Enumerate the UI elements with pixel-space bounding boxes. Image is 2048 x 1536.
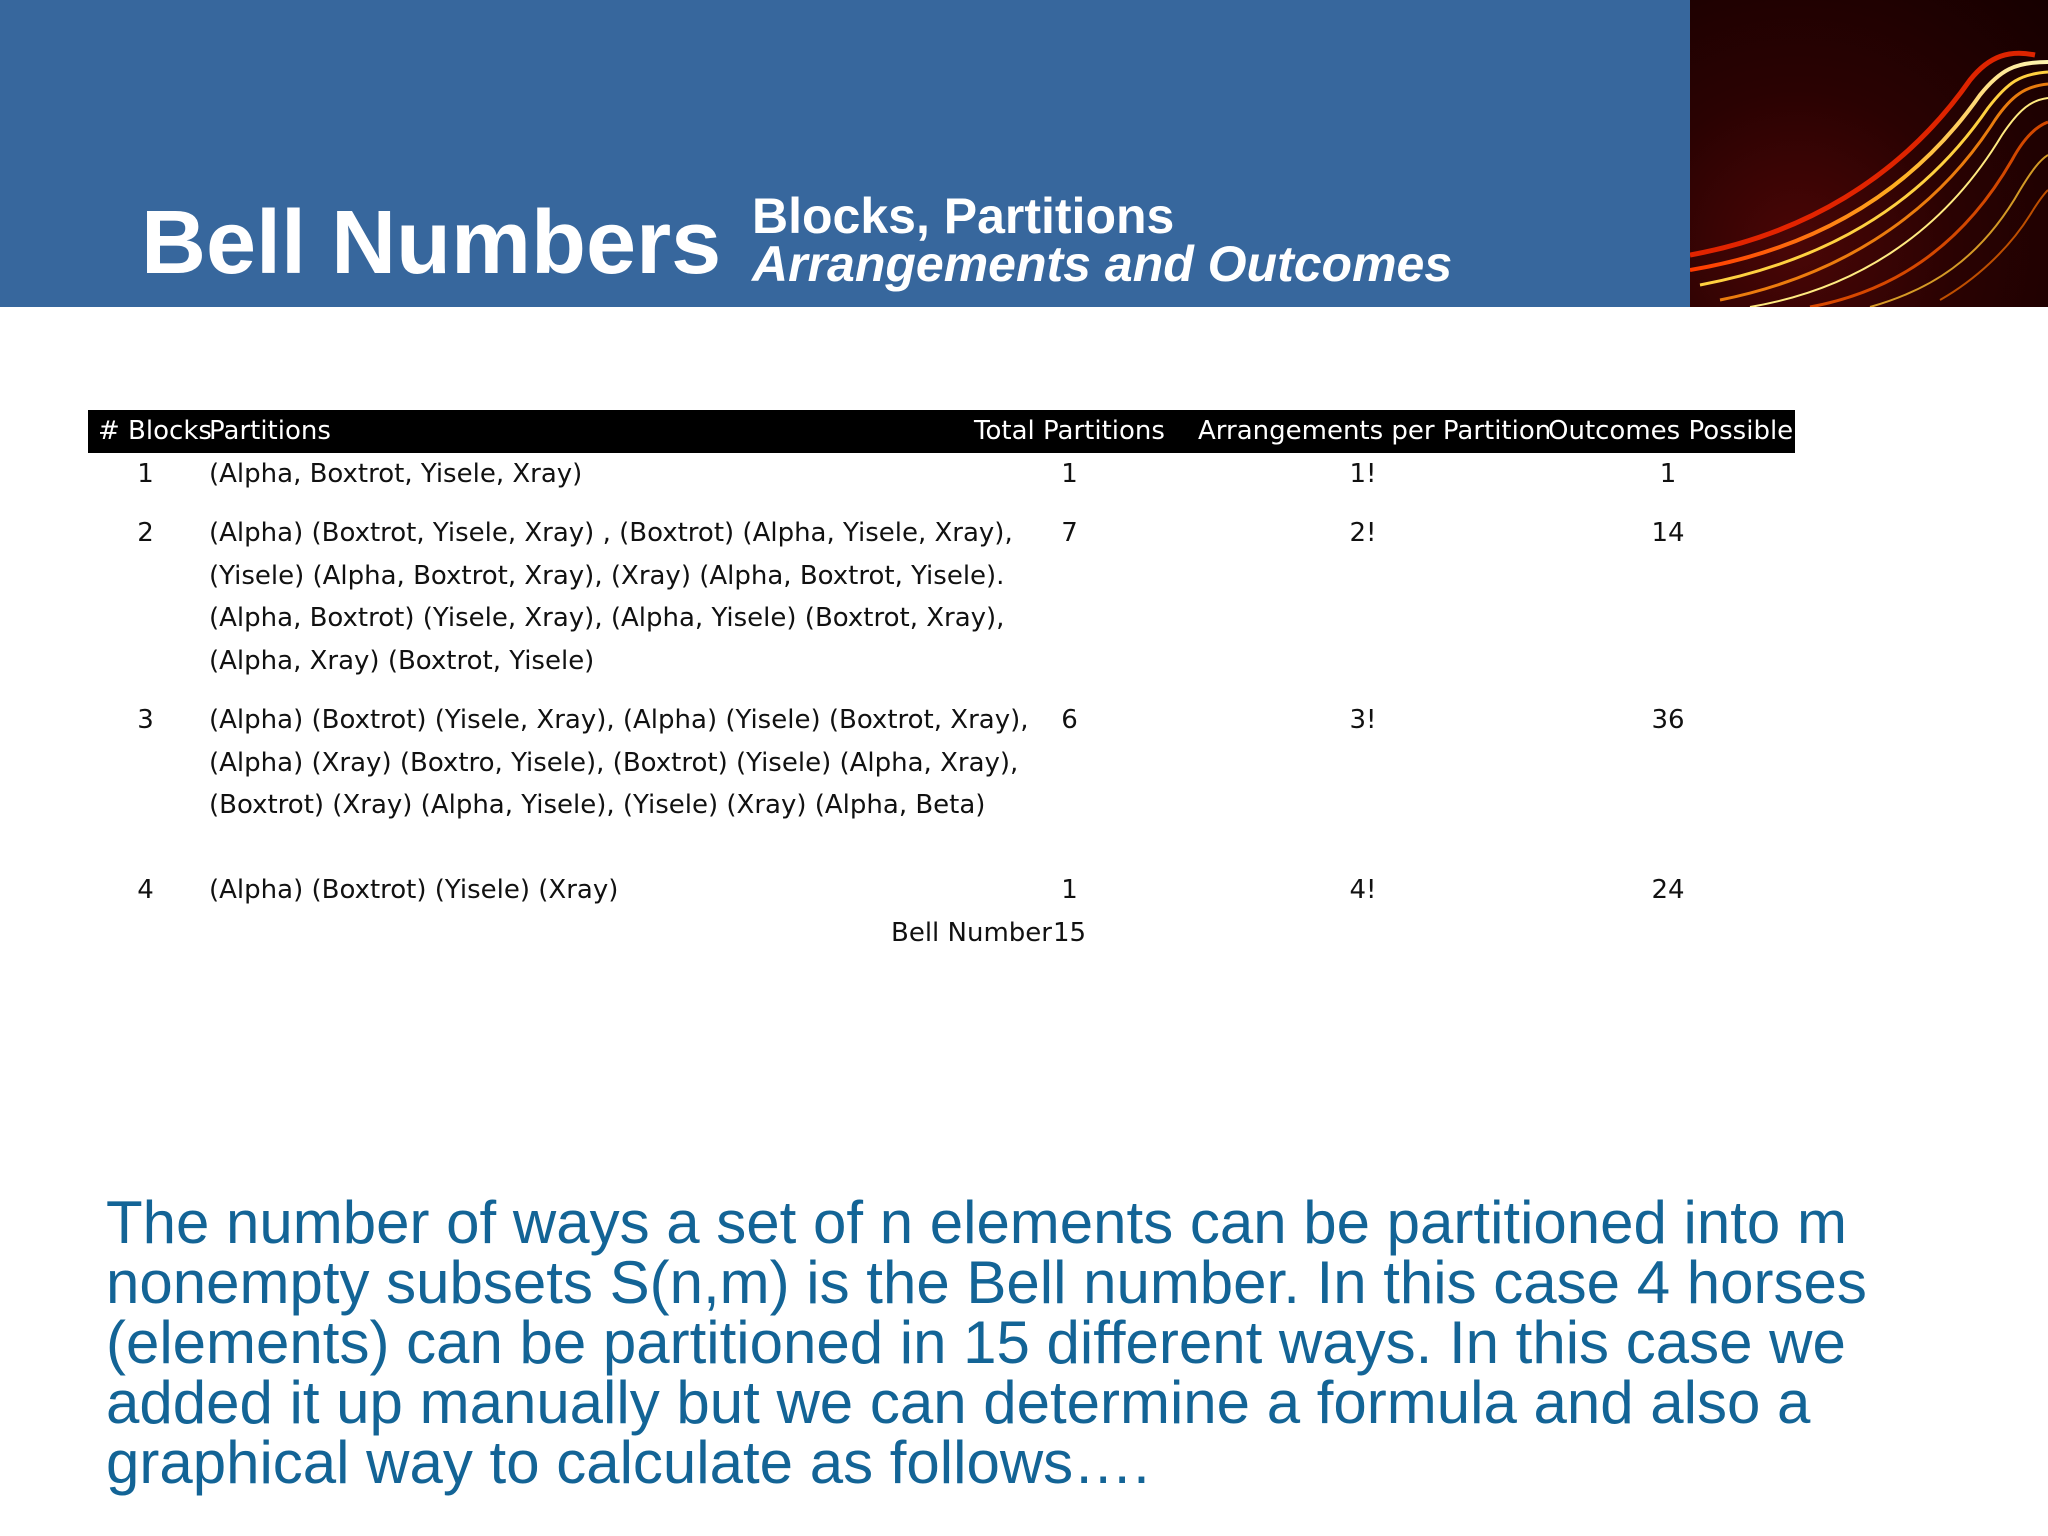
table-row [88,453,1795,512]
partition-line: (Alpha, Xray) (Boxtrot, Yisele) [209,645,595,676]
column-header-arrangements: Arrangements per Partition [1198,416,1552,446]
partition-line: (Alpha) (Boxtrot, Yisele, Xray) , (Boxtrot) (Alpha, Yisele, Xray), [209,518,1013,548]
total-partitions-cell: 1 [1061,875,1078,905]
column-header-blocks: # Blocks [98,416,212,446]
partition-line: (Alpha, Boxtrot) (Yisele, Xray), (Alpha, Yisele) (Boxtrot, Xray), [209,603,1005,633]
partitions-cell [209,512,1013,682]
title-banner [0,0,1690,307]
total-partitions-cell: 1 [1061,459,1078,489]
slide-subtitle-line1: Blocks, Partitions [752,188,1175,244]
column-header-outcomes: Outcomes Possible [1548,416,1794,446]
column-header-total-partitions: Total Partitions [974,416,1165,446]
slide-title: Bell Numbers [141,193,722,293]
arrangements-cell: 1! [1349,459,1377,489]
partition-line: (Alpha) (Boxtrot) (Yisele) (Xray) [209,875,619,905]
partitions-table [88,410,1795,955]
bell-number-row [88,912,1795,955]
blocks-cell: 3 [137,705,154,735]
blocks-cell: 2 [137,518,154,548]
light-trails-graphic [1690,0,2048,307]
light-trails-image [1690,0,2048,307]
partition-line: (Boxtrot) (Xray) (Alpha, Yisele), (Yisele) (Xray) (Alpha, Beta) [209,790,986,820]
partitions-cell [209,453,582,496]
partition-line: (Yisele) (Alpha, Boxtrot, Xray), (Xray) (Alpha, Boxtrot, Yisele). [209,560,1005,591]
partitions-cell [209,869,618,912]
slide-subtitle-line2: Arrangements and Outcomes [752,236,1453,292]
column-header-partitions: Partitions [209,416,331,446]
bell-number-value: 15 [1052,918,1087,948]
blocks-cell: 4 [137,875,154,905]
table-row [88,512,1795,699]
arrangements-cell: 3! [1349,705,1377,735]
total-partitions-cell: 7 [1061,518,1078,548]
explanation-paragraph: The number of ways a set of n elements can be partitioned into m nonempty subsets S(n,m) is the Bell number. In this case 4 horses (elements) can be partitioned in 15 different ways. In this case we added it up manually but we can determine a formula and also a graphical way to calculate as follows…. [106,1189,1867,1496]
table-row [88,869,1795,912]
outcomes-cell: 1 [1659,459,1677,489]
bell-number-label: Bell Number [891,918,1052,948]
table-row [88,699,1795,869]
blocks-cell: 1 [137,459,154,489]
arrangements-cell: 4! [1349,875,1377,905]
arrangements-cell: 2! [1349,518,1377,548]
outcomes-cell: 36 [1651,705,1685,735]
partition-line: (Alpha, Boxtrot, Yisele, Xray) [209,459,583,489]
partition-line: (Alpha) (Boxtrot) (Yisele, Xray), (Alpha) (Yisele) (Boxtrot, Xray), [209,705,1029,735]
outcomes-cell: 14 [1651,518,1685,548]
table-header-row [88,410,1795,453]
partitions-cell [209,699,1029,827]
outcomes-cell: 24 [1651,875,1685,905]
partition-line: (Alpha) (Xray) (Boxtro, Yisele), (Boxtrot) (Yisele) (Alpha, Xray), [209,747,1019,778]
total-partitions-cell: 6 [1061,705,1078,735]
